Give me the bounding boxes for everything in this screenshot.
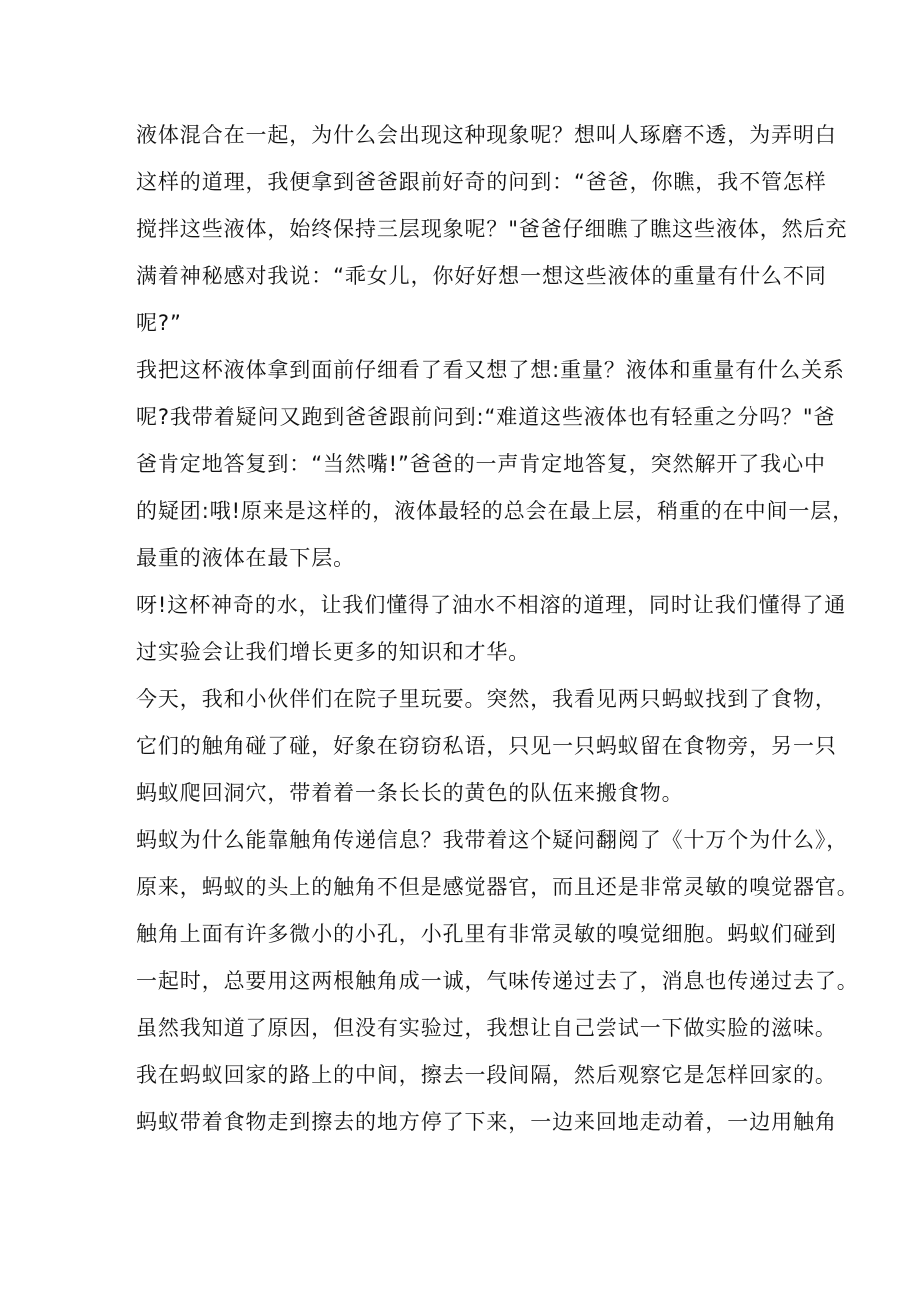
text-line: 过实验会让我们增长更多的知识和才华。 (136, 640, 531, 664)
text-line: 呀!这杯神奇的水，让我们懂得了油水不相溶的道理，同时让我们懂得了通 (136, 593, 847, 617)
text-line: 最重的液体在最下层。 (136, 546, 355, 570)
text-line: 一起时，总要用这两根触角成一诚，气味传递过去了，消息也传递过去了。 (136, 969, 859, 993)
text-line: 触角上面有许多微小的小孔，小孔里有非常灵敏的嗅觉细胞。蚂蚁们碰到 (136, 922, 837, 946)
text-line: 我在蚂蚁回家的路上的中间，擦去一段间隔，然后观察它是怎样回家的。 (136, 1063, 837, 1087)
text-line: 原来，蚂蚁的头上的触角不但是感觉器官，而且还是非常灵敏的嗅觉器官。 (136, 875, 859, 899)
text-line: 今天，我和小伙伴们在院子里玩要。突然，我看见两只蚂蚁找到了食物， (136, 687, 837, 711)
text-line: 满着神秘感对我说：“乖女儿，你好好想一想这些液体的重量有什么不同 (136, 264, 827, 288)
text-line: 的疑团:哦!原来是这样的，液体最轻的总会在最上层，稍重的在中间一层， (136, 499, 855, 523)
text-line: 我把这杯液体拿到面前仔细看了看又想了想:重量？液体和重量有什么关系 (136, 358, 845, 382)
text-line: 液体混合在一起，为什么会出现这种现象呢？想叫人琢磨不透，为弄明白 (136, 123, 837, 147)
text-line: 这样的道理，我便拿到爸爸跟前好奇的问到：“爸爸，你瞧，我不管怎样 (136, 170, 827, 194)
text-line: 虽然我知道了原因，但没有实验过，我想让自己尝试一下做实脸的滋味。 (136, 1016, 837, 1040)
text-line: 搅拌这些液体，始终保持三层现象呢？"爸爸仔细瞧了瞧这些液体，然后充 (136, 217, 848, 241)
text-line: 它们的触角碰了碰，好象在窃窃私语，只见一只蚂蚁留在食物旁，另一只 (136, 734, 837, 758)
text-line: 爸肯定地答复到：“当然嘴!”爸爸的一声肯定地答复，突然解开了我心中 (136, 452, 826, 476)
text-line: 呢?我带着疑问又跑到爸爸跟前问到:“难道这些液体也有轻重之分吗？"爸 (136, 405, 836, 429)
text-line: 蚂蚁为什么能靠触角传递信息？我带着这个疑问翻阅了《十万个为什么》， (136, 828, 849, 852)
text-line: 蚂蚁爬回洞穴，带着着一条长长的黄色的队伍来搬食物。 (136, 781, 684, 805)
text-line: 呢?” (136, 311, 182, 335)
text-line: 蚂蚁带着食物走到擦去的地方停了下来，一边来回地走动着，一边用触角 (136, 1110, 837, 1134)
